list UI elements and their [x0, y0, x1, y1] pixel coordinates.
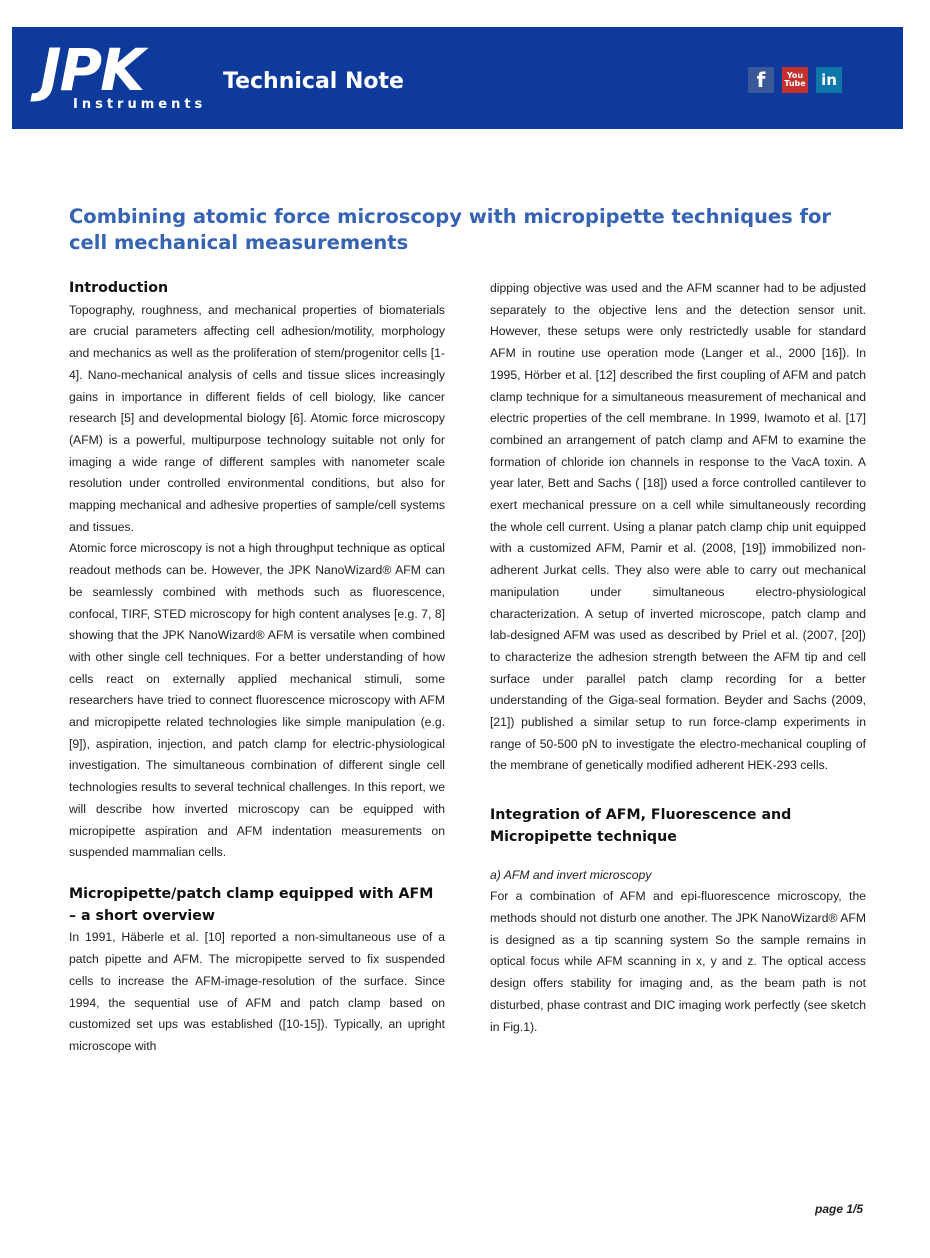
intro-paragraph-2: Atomic force microscopy is not a high throughput technique as optical readout methods can be. However, the JPK NanoWizard® AFM can be seamlessly combined with methods such as fluorescence, confocal, TIRF, STED microscopy for high content analyses [e.g. 7, 8] showing that the JPK NanoWizard® AFM is versatile when combined with other single cell techniques. For a better understanding of how cells react on externally applied mechanical stimuli, some researchers have tried to connect fluorescence microscopy with AFM and micropipette related technologies like simple manipulation (e.g. [9]), aspiration, injection, and patch clamp for electric-physiological investigation. The simultaneous combination of different single cell technologies results to several technical challenges. In this report, we will describe how inverted microscopy can be equipped with micropipette aspiration and AFM indentation measurements on suspended mammalian cells. — [69, 541, 445, 860]
page-number: page 1/5 — [815, 1202, 864, 1216]
linkedin-icon[interactable]: in — [816, 67, 842, 93]
logo-subtitle: Instruments — [73, 97, 207, 112]
document-title: Combining atomic force microscopy with micropipette techniques for cell mechanical measurements — [69, 205, 832, 254]
intro-paragraph-1: Topography, roughness, and mechanical properties of biomaterials are crucial parameters affecting cell adhesion/motility, morphology and mechanics as well as the proliferation of stem/progenitor cells [1-4]. Nano-mechanical analysis of cells and tissue slices increasingly gains in importance in different fields of cell biology, like cancer research [5] and developmental biology [6]. Atomic force microscopy (AFM) is a powerful, multipurpose technology suitable not only for imaging a wide range of different samples with nanometer scale resolution under controlled environmental conditions, but also for mapping mechanical and adhesive properties of sample/cell systems and tissues. — [69, 302, 445, 534]
afm-invert-subheading: a) AFM and invert microscopy — [490, 867, 652, 882]
facebook-icon[interactable]: f — [748, 67, 774, 93]
youtube-icon[interactable] — [782, 67, 808, 93]
history-paragraph: dipping objective was used and the AFM scanner had to be adjusted separately to the objective lens and the detection sensor unit. However, these setups were only restrictedly usable for standard AFM in routine use operation mode (Langer et al., 2000 [16]). In 1995, Hörber et al. [12] described the first coupling of AFM and patch clamp technique for a simultaneous measurement of mechanical and electric properties of the cell membrane. In 1999, Iwamoto et al. [17] combined an arrangement of patch clamp and AFM to examine the formation of chloride ion channels in response to the VacA toxin. A year later, Bett and Sachs ( [18]) used a force controlled cantilever to exert mechanical pressure on a cell while simultaneously recording the whole cell current. Using a planar patch clamp chip unit equipped with a customized AFM, Pamir et al. (2008, [19]) immobilized non-adherent Jurkat cells. They also were able to carry out mechanical manipulation under simultaneous electro-physiological characterization. A setup of inverted microscope, patch clamp and lab-designed AFM was used as described by Priel et al. (2007, [20]) to characterize the adhesion strength between the AFM tip and cell surface under parallel patch clamp recording for a better understanding of the Giga-seal formation. Beyder and Sachs (2009, [21]) published a similar setup to run force-clamp experiments in range of 50-500 pN to investigate the electro-mechanical coupling of the membrane of genetically modified adherent HEK-293 cells. — [490, 281, 866, 773]
youtube-icon-bottom: Tube — [784, 79, 806, 88]
technical-note-label: Technical Note — [223, 69, 404, 94]
integration-heading: Integration of AFM, Fluorescence and Micropipette technique — [490, 807, 792, 845]
right-column — [490, 278, 866, 1038]
overview-heading: Micropipette/patch clamp equipped with AFM – a short overview — [69, 885, 434, 924]
left-column — [69, 278, 445, 1058]
header-banner — [12, 27, 903, 129]
afm-invert-paragraph: For a combination of AFM and epi-fluorescence microscopy, the methods should not disturb one another. The JPK NanoWizard® AFM is designed as a tip scanning system So the sample remains in optical focus while AFM scanning in x, y and z. The optical access design offers stability for imaging and, as the beam path is not disturbed, phase contrast and DIC imaging work perfectly (see sketch in Fig.1). — [490, 889, 866, 1034]
youtube-icon-top: You — [786, 71, 804, 80]
introduction-heading: Introduction — [69, 280, 169, 296]
overview-paragraph: In 1991, Häberle et al. [10] reported a non-simultaneous use of a patch pipette and AFM. The micropipette served to fix suspended cells to increase the AFM-image-resolution of the surface. Since 1994, the sequential use of AFM and patch clamp based on customized set ups was established ([10-15]). Typically, an upright microscope with — [69, 930, 445, 1053]
jpk-logo: JPK — [40, 36, 144, 104]
